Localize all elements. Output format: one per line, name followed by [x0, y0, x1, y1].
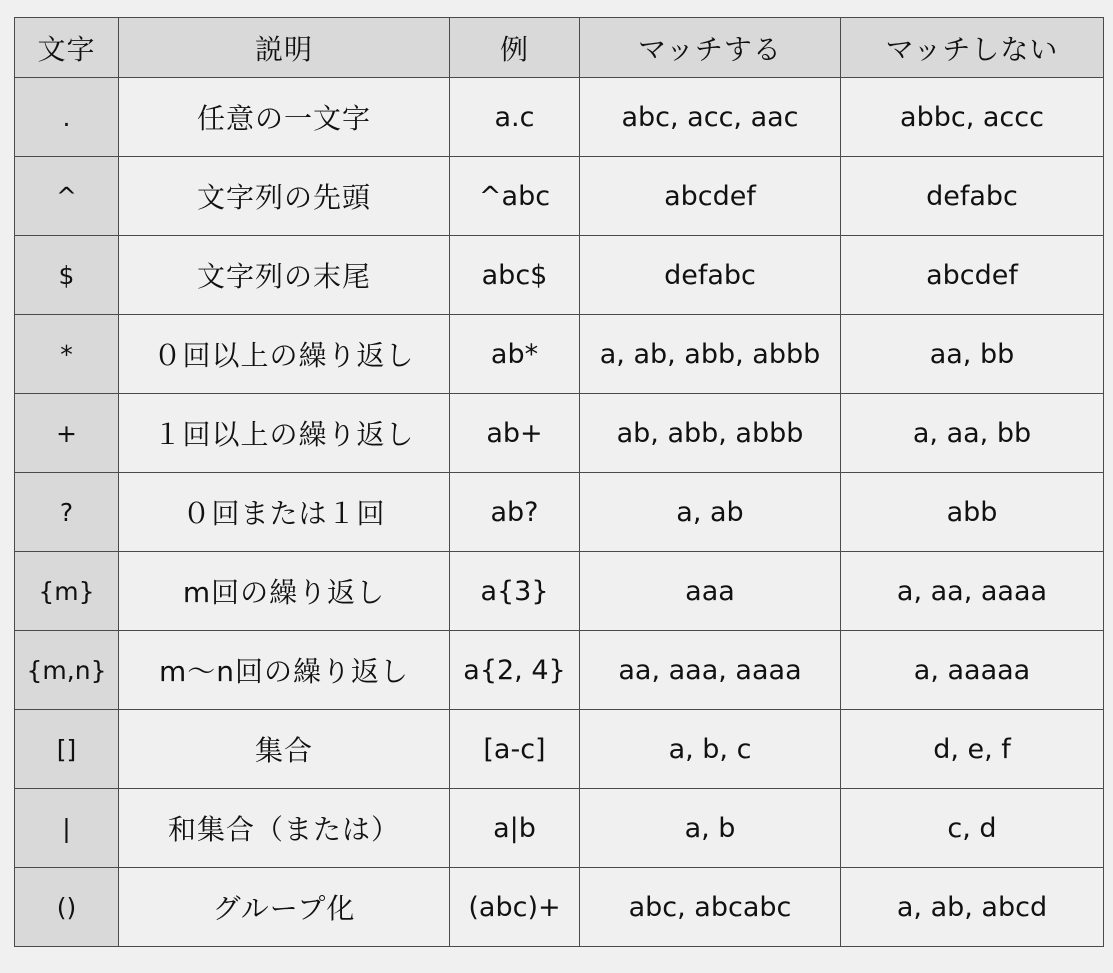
- row-match: a, b, c: [580, 710, 841, 789]
- row-match: a, ab, abb, abbb: [580, 315, 841, 394]
- row-description: １回以上の繰り返し: [119, 394, 450, 473]
- table-row: [15, 710, 1104, 789]
- row-no-match: aa, bb: [841, 315, 1104, 394]
- table-row: [15, 78, 1104, 157]
- row-description: 文字列の先頭: [119, 157, 450, 236]
- row-char: +: [15, 394, 119, 473]
- row-description: 任意の一文字: [119, 78, 450, 157]
- row-no-match: a, aa, aaaa: [841, 552, 1104, 631]
- header-row: [15, 18, 1104, 78]
- row-match: a, ab: [580, 473, 841, 552]
- row-char: {m}: [15, 552, 119, 631]
- regex-reference-table: [14, 17, 1104, 947]
- row-no-match: abb: [841, 473, 1104, 552]
- row-description: ０回以上の繰り返し: [119, 315, 450, 394]
- row-no-match: a, ab, abcd: [841, 868, 1104, 947]
- row-example: a{2, 4}: [450, 631, 580, 710]
- row-example: (abc)+: [450, 868, 580, 947]
- row-example: abc$: [450, 236, 580, 315]
- row-no-match: c, d: [841, 789, 1104, 868]
- row-char: *: [15, 315, 119, 394]
- table-row: [15, 552, 1104, 631]
- row-no-match: a, aa, bb: [841, 394, 1104, 473]
- table-row: [15, 157, 1104, 236]
- row-char: ?: [15, 473, 119, 552]
- header-no-match: マッチしない: [841, 18, 1104, 78]
- row-example: a|b: [450, 789, 580, 868]
- row-match: aa, aaa, aaaa: [580, 631, 841, 710]
- row-char: []: [15, 710, 119, 789]
- row-match: abc, acc, aac: [580, 78, 841, 157]
- row-example: a{3}: [450, 552, 580, 631]
- row-example: a.c: [450, 78, 580, 157]
- header-char: 文字: [15, 18, 119, 78]
- row-description: 集合: [119, 710, 450, 789]
- header-match: マッチする: [580, 18, 841, 78]
- row-example: ab?: [450, 473, 580, 552]
- row-no-match: abcdef: [841, 236, 1104, 315]
- table-row: [15, 631, 1104, 710]
- row-description: m回の繰り返し: [119, 552, 450, 631]
- row-char: ^: [15, 157, 119, 236]
- row-char: |: [15, 789, 119, 868]
- row-description: 和集合（または）: [119, 789, 450, 868]
- row-example: ab+: [450, 394, 580, 473]
- row-description: ０回または１回: [119, 473, 450, 552]
- row-no-match: abbc, accc: [841, 78, 1104, 157]
- table-row: [15, 236, 1104, 315]
- row-match: abc, abcabc: [580, 868, 841, 947]
- table-row: [15, 394, 1104, 473]
- row-description: 文字列の末尾: [119, 236, 450, 315]
- row-match: defabc: [580, 236, 841, 315]
- row-match: aaa: [580, 552, 841, 631]
- row-no-match: d, e, f: [841, 710, 1104, 789]
- row-match: a, b: [580, 789, 841, 868]
- row-char: {m,n}: [15, 631, 119, 710]
- header-description: 説明: [119, 18, 450, 78]
- header-example: 例: [450, 18, 580, 78]
- row-match: ab, abb, abbb: [580, 394, 841, 473]
- table-row: [15, 473, 1104, 552]
- table-row: [15, 789, 1104, 868]
- row-example: [a-c]: [450, 710, 580, 789]
- table-row: [15, 315, 1104, 394]
- row-char: (): [15, 868, 119, 947]
- table-row: [15, 868, 1104, 947]
- row-match: abcdef: [580, 157, 841, 236]
- row-char: .: [15, 78, 119, 157]
- row-example: ^abc: [450, 157, 580, 236]
- row-no-match: a, aaaaa: [841, 631, 1104, 710]
- row-example: ab*: [450, 315, 580, 394]
- row-description: グループ化: [119, 868, 450, 947]
- row-char: $: [15, 236, 119, 315]
- row-description: m〜n回の繰り返し: [119, 631, 450, 710]
- row-no-match: defabc: [841, 157, 1104, 236]
